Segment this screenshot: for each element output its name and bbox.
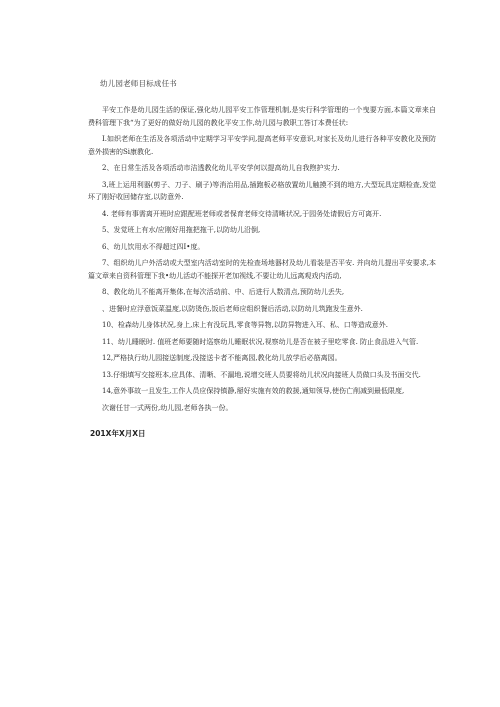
intro-paragraph: 平安工作是幼儿园生活的保证,强化幼儿园平安工作管理机制,是实行科学管理的一个曳要方面,本篇文章来自费科管理下我“为了更好的做好幼儿园的教化平安工作,幼儿园与教职工答订本费任状: <box>88 106 436 127</box>
list-item: 13.仔细填写交接班本,应具体、清晰、不漏地,说增交班人员要将幼儿状况向接班人员做口头及书面交代. <box>102 370 421 379</box>
document-date: 201X年X月X日 <box>90 429 146 438</box>
list-item: 3,班上运用利器(剪子、刀子、刷子)等消治用品,插跑板必格放置幼儿触摸不到的地方,大型玩具定期检查,发觉坏了刚好收回储存室,以防意外. <box>88 180 436 201</box>
list-item: 8、教化幼儿不能离开集体,在每次活动前、中、后进行人数清点,预防幼儿丢失, <box>102 288 345 296</box>
list-item: 7、组织幼儿户外活动或大型室内活动室时的先检查场地器材及幼儿看装是否平安. 并向幼儿提出平安要求,本篇文章来自资科管理下我•幼儿活动不能探开老加视线,不要让幼儿远离观戏内活动, <box>88 259 436 280</box>
list-item: 12,严格执行幼儿园接送制度,没接送卡者不能离园,教化幼儿放学后必筋离园。 <box>102 354 342 362</box>
document-title: 幼儿园老师目标成任书 <box>100 79 177 88</box>
list-item: 10、检森幼儿身体状况,身上,床上有没玩具,零食等异物,以防异物进入耳、私、口等造成意外. <box>102 321 389 329</box>
list-item: 2、在日常生活及各项活动市洁透教化幼儿平安学何以提高幼儿自我煦护实力. <box>102 164 340 172</box>
list-item: 11、幼儿睡眠时. 值班老师要随时巡察幼儿睡眠状况,视察幼儿是否在被子里吃零食. 防止食品进入气管. <box>102 337 419 346</box>
closing-paragraph: 次谢任甘一式两份,幼儿园,老师各执一份。 <box>102 403 233 412</box>
list-item: 4. 老师有事需离开班时应跟配班老师或者保育老师交待清晰状况,于园务处请假后方可离开. <box>102 209 382 218</box>
list-item: 6、幼儿饮用水不得超过四I•度。 <box>102 242 205 251</box>
list-item: 、进餐时应浮意饭菜温度,以防烫伤,饭后老师应组织餐后活动,以防幼儿筑跑发生意外. <box>102 304 363 313</box>
list-item: 5、发觉班上有水/应刚好用拖把拖干,以防幼儿沿倒, <box>102 226 261 234</box>
list-item: 14,意外事故一且发生,工作人员应保持镇静,掰好实施有效的救援,通知领导,使伤亡削减到最低限度, <box>102 387 405 395</box>
list-item: I.如织老师在生活及各项活动中定期学习平安学问,提高老师平安意识,对家长及幼儿进行各种平安教化及预防意外损害的Si康教化. <box>88 135 436 156</box>
